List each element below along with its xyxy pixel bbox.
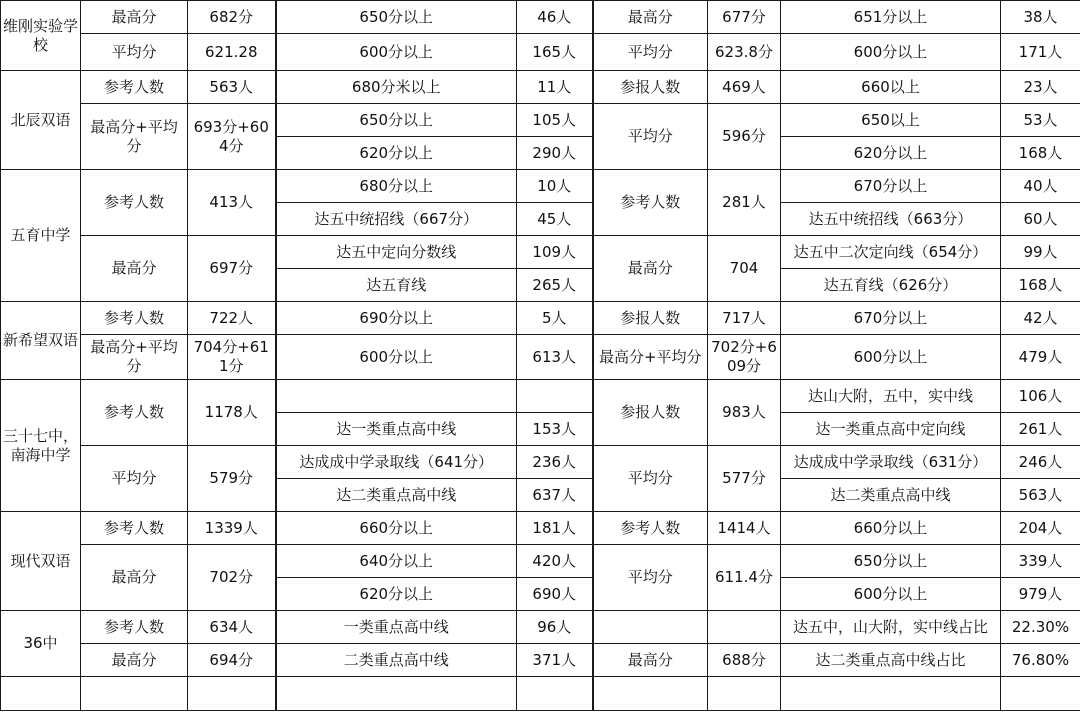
cell-b-line: 达成成中学录取线（631分）: [781, 446, 1001, 479]
cell-b-line: 660分以上: [781, 512, 1001, 545]
cell-b-label: 参报人数: [593, 302, 708, 335]
cell-a-count: 46人: [517, 1, 593, 34]
cell-b-line: 达五中，山大附，实中线占比: [781, 611, 1001, 644]
school-name: 新希望双语: [1, 302, 81, 380]
cell-a-count: 11人: [517, 71, 593, 104]
cell-b-line: 660以上: [781, 71, 1001, 104]
cell-a-line: 690分以上: [276, 302, 517, 335]
cell-b-count: 339人: [1001, 545, 1080, 578]
cell-a-count: 290人: [517, 137, 593, 170]
cell-b-value: 469人: [708, 71, 781, 104]
cell-a-line: 620分以上: [276, 137, 517, 170]
cell-a-line: [276, 380, 517, 413]
cell-b-line: 达山大附，五中，实中线: [781, 380, 1001, 413]
cell-a-label: 参考人数: [81, 302, 188, 335]
cell-b-line: 650以上: [781, 104, 1001, 137]
table-row: [1, 170, 1080, 203]
cell-b-line: 达五育线（626分）: [781, 269, 1001, 302]
school-name: 五育中学: [1, 170, 81, 302]
cell-a-line: 一类重点高中线: [276, 611, 517, 644]
empty-cell: [781, 677, 1001, 711]
cell-b-value: [708, 611, 781, 644]
cell-b-label: 平均分: [593, 104, 708, 170]
cell-a-line: 650分以上: [276, 104, 517, 137]
cell-b-value: 1414人: [708, 512, 781, 545]
cell-b-count: 204人: [1001, 512, 1080, 545]
cell-a-value: 682分: [188, 1, 276, 34]
cell-b-label: [593, 611, 708, 644]
cell-a-count: 613人: [517, 335, 593, 380]
cell-a-label: 平均分: [81, 446, 188, 512]
cell-b-label: 最高分+平均分: [593, 335, 708, 380]
cell-a-line: 640分以上: [276, 545, 517, 578]
cell-b-count: 479人: [1001, 335, 1080, 380]
cell-b-count: 99人: [1001, 236, 1080, 269]
table-row: [1, 512, 1080, 545]
cell-b-value: 702分+609分: [708, 335, 781, 380]
school-name: 三十七中，南海中学: [1, 380, 81, 512]
cell-a-label: 参考人数: [81, 71, 188, 104]
cell-b-line: 达五中二次定向线（654分）: [781, 236, 1001, 269]
cell-a-line: 达成成中学录取线（641分）: [276, 446, 517, 479]
cell-b-label: 平均分: [593, 34, 708, 71]
empty-cell: [517, 677, 593, 711]
empty-cell: [1, 677, 81, 711]
cell-a-count: 690人: [517, 578, 593, 611]
cell-a-value: 693分+604分: [188, 104, 276, 170]
cell-b-count: 42人: [1001, 302, 1080, 335]
empty-cell: [276, 677, 517, 711]
cell-b-line: 600分以上: [781, 578, 1001, 611]
cell-a-value: 1178人: [188, 380, 276, 446]
table-row: [1, 71, 1080, 104]
cell-a-label: 参考人数: [81, 170, 188, 236]
table-row: [1, 34, 1080, 71]
cell-b-count: 53人: [1001, 104, 1080, 137]
cell-a-count: 637人: [517, 479, 593, 512]
cell-b-line: 650分以上: [781, 545, 1001, 578]
empty-cell: [708, 677, 781, 711]
cell-a-value: 702分: [188, 545, 276, 611]
empty-cell: [188, 677, 276, 711]
empty-cell: [1001, 677, 1080, 711]
empty-row: [1, 677, 1080, 711]
cell-a-count: [517, 380, 593, 413]
cell-b-label: 参报人数: [593, 380, 708, 446]
cell-a-value: 579分: [188, 446, 276, 512]
table-row: [1, 545, 1080, 578]
table-row: [1, 611, 1080, 644]
cell-b-value: 688分: [708, 644, 781, 677]
cell-a-count: 96人: [517, 611, 593, 644]
cell-b-line: 达一类重点高中定向线: [781, 413, 1001, 446]
cell-b-label: 参考人数: [593, 512, 708, 545]
cell-b-line: 600分以上: [781, 34, 1001, 71]
cell-b-count: 40人: [1001, 170, 1080, 203]
cell-b-count: 261人: [1001, 413, 1080, 446]
cell-a-line: 二类重点高中线: [276, 644, 517, 677]
cell-a-label: 参考人数: [81, 380, 188, 446]
cell-b-value: 577分: [708, 446, 781, 512]
cell-a-label: 最高分: [81, 236, 188, 302]
cell-a-label: 最高分+平均分: [81, 335, 188, 380]
cell-a-line: 680分米以上: [276, 71, 517, 104]
cell-b-label: 平均分: [593, 545, 708, 611]
table-row: [1, 236, 1080, 269]
cell-b-label: 平均分: [593, 446, 708, 512]
cell-b-count: 979人: [1001, 578, 1080, 611]
cell-a-line: 600分以上: [276, 34, 517, 71]
cell-b-label: 参报人数: [593, 71, 708, 104]
school-name: 现代双语: [1, 512, 81, 611]
table-row: [1, 302, 1080, 335]
cell-b-line: 670分以上: [781, 170, 1001, 203]
cell-a-value: 634人: [188, 611, 276, 644]
cell-b-count: 22.30%: [1001, 611, 1080, 644]
cell-a-count: 10人: [517, 170, 593, 203]
table-row: [1, 335, 1080, 380]
cell-b-label: 最高分: [593, 644, 708, 677]
cell-b-value: 596分: [708, 104, 781, 170]
cell-b-value: 717人: [708, 302, 781, 335]
table-row: [1, 104, 1080, 137]
cell-b-value: 611.4分: [708, 545, 781, 611]
cell-a-label: 最高分: [81, 545, 188, 611]
cell-a-line: 660分以上: [276, 512, 517, 545]
cell-a-count: 181人: [517, 512, 593, 545]
cell-b-label: 最高分: [593, 1, 708, 34]
cell-a-line: 600分以上: [276, 335, 517, 380]
cell-a-value: 722人: [188, 302, 276, 335]
cell-b-value: 281人: [708, 170, 781, 236]
cell-a-count: 105人: [517, 104, 593, 137]
cell-a-value: 1339人: [188, 512, 276, 545]
cell-b-line: 达五中统招线（663分）: [781, 203, 1001, 236]
table-row: [1, 380, 1080, 413]
cell-b-line: 670分以上: [781, 302, 1001, 335]
cell-b-count: 23人: [1001, 71, 1080, 104]
cell-b-line: 651分以上: [781, 1, 1001, 34]
cell-a-count: 371人: [517, 644, 593, 677]
cell-b-count: 106人: [1001, 380, 1080, 413]
cell-a-count: 109人: [517, 236, 593, 269]
cell-b-line: 达二类重点高中线: [781, 479, 1001, 512]
cell-a-label: 参考人数: [81, 611, 188, 644]
cell-b-count: 563人: [1001, 479, 1080, 512]
cell-b-value: 677分: [708, 1, 781, 34]
cell-b-label: 最高分: [593, 236, 708, 302]
cell-a-value: 694分: [188, 644, 276, 677]
cell-a-count: 236人: [517, 446, 593, 479]
cell-b-count: 168人: [1001, 137, 1080, 170]
cell-a-line: 650分以上: [276, 1, 517, 34]
cell-b-count: 60人: [1001, 203, 1080, 236]
cell-b-line: 达二类重点高中线占比: [781, 644, 1001, 677]
cell-a-line: 620分以上: [276, 578, 517, 611]
cell-a-line: 达五育线: [276, 269, 517, 302]
cell-b-line: 600分以上: [781, 335, 1001, 380]
cell-a-label: 最高分+平均分: [81, 104, 188, 170]
cell-a-line: 达五中定向分数线: [276, 236, 517, 269]
cell-a-value: 563人: [188, 71, 276, 104]
empty-cell: [593, 677, 708, 711]
school-name: 北辰双语: [1, 71, 81, 170]
cell-b-count: 76.80%: [1001, 644, 1080, 677]
table-row: [1, 446, 1080, 479]
cell-a-line: 达一类重点高中线: [276, 413, 517, 446]
cell-a-label: 平均分: [81, 34, 188, 71]
cell-a-count: 265人: [517, 269, 593, 302]
cell-b-count: 168人: [1001, 269, 1080, 302]
cell-a-value: 704分+611分: [188, 335, 276, 380]
cell-b-value: 983人: [708, 380, 781, 446]
cell-b-value: 704: [708, 236, 781, 302]
cell-a-value: 697分: [188, 236, 276, 302]
cell-b-label: 参考人数: [593, 170, 708, 236]
cell-a-count: 165人: [517, 34, 593, 71]
table-row: [1, 1, 1080, 34]
cell-a-count: 420人: [517, 545, 593, 578]
empty-cell: [81, 677, 188, 711]
cell-a-line: 达五中统招线（667分）: [276, 203, 517, 236]
cell-a-value: 621.28: [188, 34, 276, 71]
cell-b-line: 620分以上: [781, 137, 1001, 170]
cell-a-value: 413人: [188, 170, 276, 236]
cell-a-label: 参考人数: [81, 512, 188, 545]
table-row: [1, 644, 1080, 677]
cell-b-count: 38人: [1001, 1, 1080, 34]
cell-a-line: 680分以上: [276, 170, 517, 203]
school-name: 36中: [1, 611, 81, 677]
cell-a-line: 达二类重点高中线: [276, 479, 517, 512]
cell-b-count: 246人: [1001, 446, 1080, 479]
cell-a-label: 最高分: [81, 1, 188, 34]
cell-b-count: 171人: [1001, 34, 1080, 71]
cell-b-value: 623.8分: [708, 34, 781, 71]
cell-a-count: 5人: [517, 302, 593, 335]
cell-a-count: 153人: [517, 413, 593, 446]
cell-a-count: 45人: [517, 203, 593, 236]
cell-a-label: 最高分: [81, 644, 188, 677]
school-name: 维刚实验学校: [1, 1, 81, 71]
